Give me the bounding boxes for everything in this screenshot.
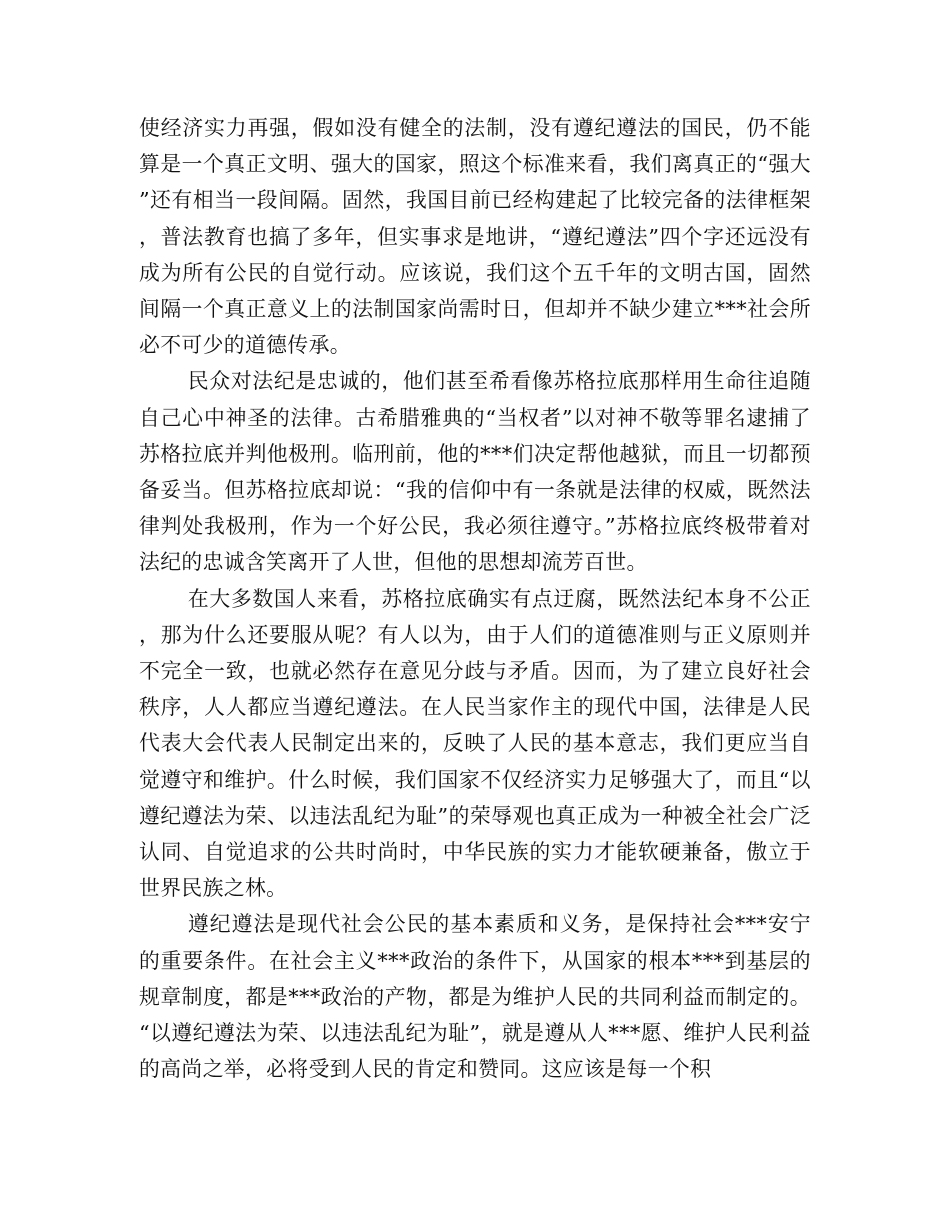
paragraph-2: 民众对法纪是忠诚的，他们甚至希看像苏格拉底那样用生命往追随自己心中神圣的法律。古希腊雅典的“当权者”以对神不敬等罪名逮捕了苏格拉底并判他极刑。临刑前，他的***们决定帮他越狱，而且一切都预备妥当。但苏格拉底却说：“我的信仰中有一条就是法律的权威，既然法律判处我极刑，作为一个好公民，我必须往遵守。”苏格拉底终极带着对法纪的忠诚含笑离开了人世，但他的思想却流芳百世。 xyxy=(139,369,811,575)
document-body xyxy=(139,110,811,1087)
paragraph-4: 遵纪遵法是现代社会公民的基本素质和义务，是保持社会***安宁的重要条件。在社会主义***政治的条件下，从国家的根本***到基层的规章制度，都是***政治的产物，都是为维护人民的共同利益而制定的。“以遵纪遵法为荣、以违法乱纪为耻”，就是遵从人***愿、维护人民利益的高尚之举，必将受到人民的肯定和赞同。这应该是每一个积 xyxy=(139,912,811,1082)
paragraph-1: 使经济实力再强，假如没有健全的法制，没有遵纪遵法的国民，仍不能算是一个真正文明、强大的国家，照这个标准来看，我们离真正的“强大”还有相当一段间隔。固然，我国目前已经构建起了比较完备的法律框架，普法教育也搞了多年，但实事求是地讲，“遵纪遵法”四个字还远没有成为所有公民的自觉行动。应该说，我们这个五千年的文明古国，固然间隔一个真正意义上的法制国家尚需时日，但却并不缺少建立***社会所必不可少的道德传承。 xyxy=(139,116,811,358)
paragraph-3: 在大多数国人来看，苏格拉底确实有点迂腐，既然法纪本身不公正，那为什么还要服从呢？有人以为，由于人们的道德准则与正义原则并不完全一致，也就必然存在意见分歧与矛盾。因而，为了建立良好社会秩序，人人都应当遵纪遵法。在人民当家作主的现代中国，法律是人民代表大会代表人民制定出来的，反映了人民的基本意志，我们更应当自觉遵守和维护。什么时候，我们国家不仅经济实力足够强大了，而且“以遵纪遵法为荣、以违法乱纪为耻”的荣辱观也真正成为一种被全社会广泛认同、自觉追求的公共时尚时，中华民族的实力才能软硬兼备，傲立于世界民族之林。 xyxy=(139,586,811,901)
